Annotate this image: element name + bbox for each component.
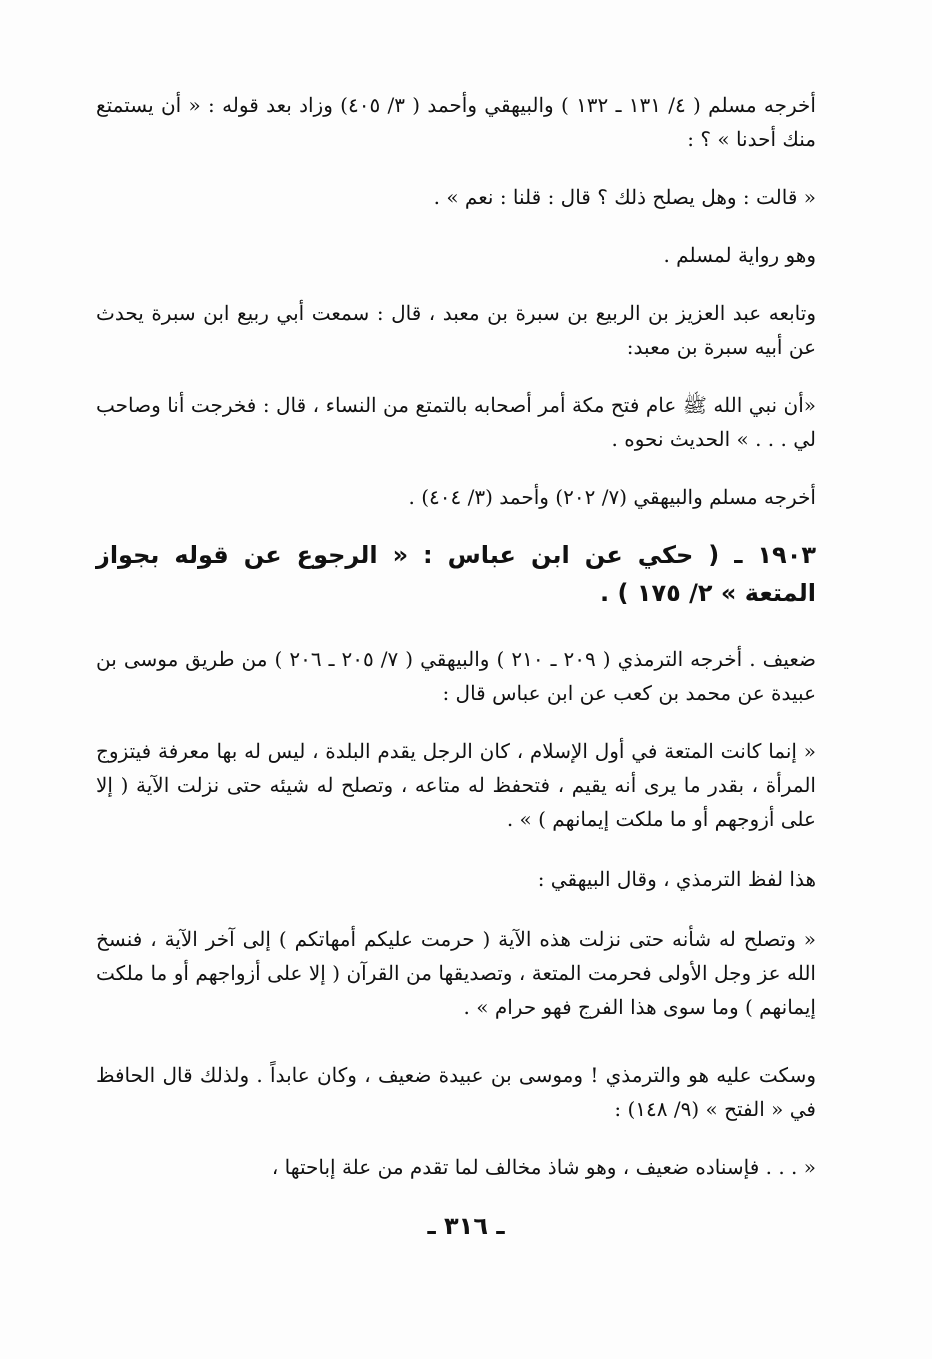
paragraph-quote-mutah: « إنما كانت المتعة في أول الإسلام ، كان الرجل يقدم البلدة ، ليس له بها معرفة فيتزوج المرأة ، بقدر ما يرى أنه يقيم ، فتحفظ له متاعه ، وتصلح له شيئه حتى نزلت الآية ( إلا على أزوجهم أو ما ملكت إيمانهم ) » . [96,739,816,831]
page-number: ـ ٣١٦ ـ [427,1212,505,1240]
paragraph-sakata: وسكت عليه هو والترمذي ! وموسى بن عبيدة ضعيف ، وكان عابداً . ولذلك قال الحافظ في « الفتح » (٩/ ١٤٨) : [96,1063,816,1121]
paragraph-lafz-tirmidhi: هذا لفظ الترمذي ، وقال البيهقي : [537,867,816,891]
paragraph-takhrij-muslim: أخرجه مسلم ( ٤/ ١٣١ ـ ١٣٢ ) والبيهقي وأحمد ( ٣/ ٤٠٥) وزاد بعد قوله : « أن يستمتع منك أحدنا » ؟ : [96,93,816,151]
paragraph-tabaahu: وتابعه عبد العزيز بن الربيع بن سبرة بن معبد ، قال : سمعت أبي ربيع ابن سبرة يحدث عن أبيه سبرة بن معبد: [96,301,816,359]
hadith-heading-1903: ١٩٠٣ ـ ( حكي عن ابن عباس : « الرجوع عن قوله بجواز المتعة » ٢/ ١٧٥ ) . [96,541,816,607]
paragraph-quote-isnad: « . . . فإسناده ضعيف ، وهو شاذ مخالف لما تقدم من علة إباحتها ، [271,1155,816,1179]
paragraph-takhrij-bayhaqi: أخرجه مسلم والبيهقي (٧/ ٢٠٢) وأحمد (٣/ ٤٠٤) . [408,485,816,509]
paragraph-quote-bayhaqi: « وتصلح له شأنه حتى نزلت هذه الآية ( حرمت عليكم أمهاتكم ) إلى آخر الآية ، فنسخ الله عز وجل الأولى فحرمت المتعة ، وتصديقها من القرآن ( إلا على أزواجهم أو ما ملكت إيمانهم ) وما سوى هذا الفرج فهو حرام » . [96,927,816,1019]
paragraph-riwaya-muslim: وهو رواية لمسلم . [663,243,816,267]
paragraph-quote-nabi: «أن نبي الله ﷺ عام فتح مكة أمر أصحابه بالتمتع من النساء ، قال : فخرجت أنا وصاحب لي . . . » الحديث نحوه . [96,393,816,451]
paragraph-daif-tirmidhi: ضعيف . أخرجه الترمذي ( ٢٠٩ ـ ٢١٠ ) والبيهقي ( ٧/ ٢٠٥ ـ ٢٠٦ ) من طريق موسى بن عبيدة عن محمد بن كعب عن ابن عباس قال : [96,647,816,705]
paragraph-quote-qalat: « قالت : وهل يصلح ذلك ؟ قال : قلنا : نعم » . [433,185,816,209]
